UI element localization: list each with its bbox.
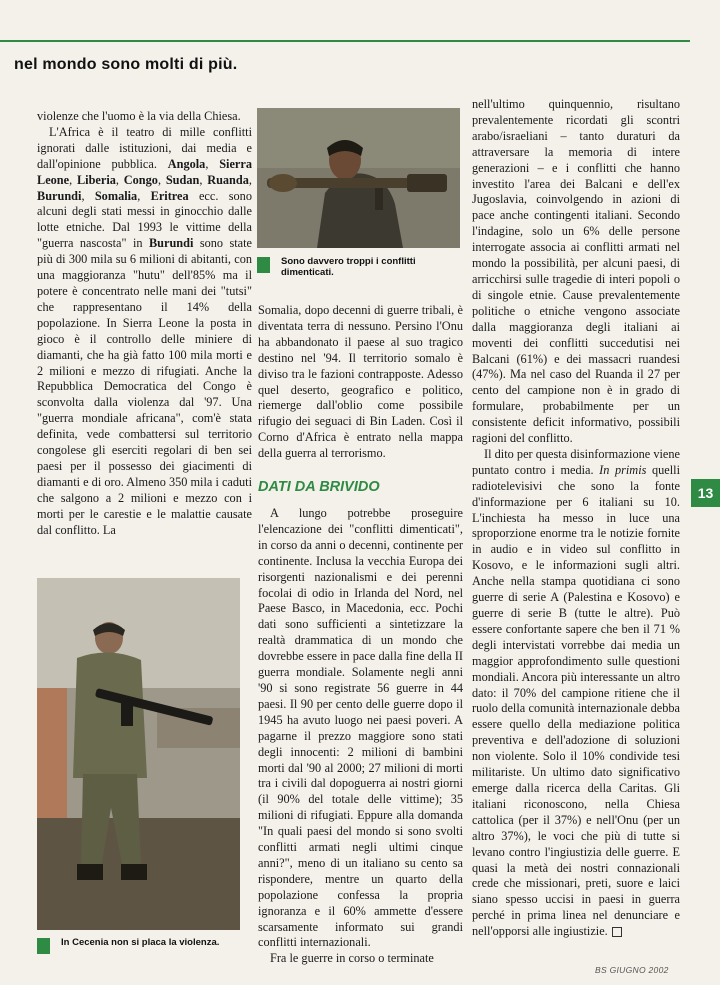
article-column-3	[472, 97, 680, 940]
country-name: Ruanda	[207, 172, 249, 187]
text-run: quelli radiotelevisivi che sono la fonte d'informazione per 6 italiani su 10. L'inchiesta ha messo in luce una sproporzione enorme tra le notizie fornite in audio e in video sul conflitto in Kosovo, e le informazioni sugli altri. Anche nella stampa quotidiana ci sono guerre di serie A (Palestina e Kosovo) e guerre di serie B (tutte le altre). Può essere confortante sapere che ben il 71 % degli intervistati vorrebbe dai media un maggior approfondimento sulle questioni mondiali. Ancora più interessante un altro dato: il 70% del campione ritiene che il ruolo della comunità internazionale debba essere quello della mediazione politica preventiva e dell'adozione di soluzioni non violente. Solo il 10% condivide tesi militariste. Un ultimo dato significativo emerge dalla ricerca della Caritas. Gli italiani riconoscono, nella Chiesa cattolica (per il 37%) e nell'Onu (per un altro 37%), le voci che più di tutte si levano contro l'ingiustizia delle guerre. E quasi la metà dei nostri connazionali crede che missionari, preti, suore e laici siano spesso uccisi in paesi in guerra perché in prima linea nel denunciare e nell'opporsi alle ingiustizie.	[472, 462, 680, 939]
photo-illustration	[257, 108, 460, 248]
caption-text: In Cecenia non si placa la violenza.	[61, 937, 220, 948]
paragraph	[472, 447, 680, 940]
text-run: ,	[205, 156, 220, 171]
text-run: ,	[248, 172, 252, 187]
country-name: Somalia	[94, 188, 138, 203]
country-name: Liberia	[76, 172, 116, 187]
text-run: ,	[199, 172, 208, 187]
photo-caption-2	[37, 937, 240, 948]
page-headline: nel mondo sono molti di più.	[14, 56, 238, 73]
caption-marker	[37, 938, 50, 954]
text-run: L'Africa è il teatro di mille conflitti ignorati dalle istituzioni, dai media e dall'opinione pubblica.	[37, 124, 252, 171]
country-name: Burundi	[148, 236, 194, 251]
text-run: Il dito per questa disinformazione viene puntato contro i media.	[472, 446, 680, 477]
country-name: Sierra Leone	[37, 156, 252, 187]
article-column-2-cont	[258, 506, 463, 967]
country-name: Angola	[167, 156, 206, 171]
paragraph: nell'ultimo quinquennio, risultano prevalentemente ricordati gli scontri arabo/israeliani – tanto duraturi da attraversare la memoria di intere generazioni – e i conflitti che hanno investito l'area dei Balcani e dell'ex Jugoslavia, coinvolgendo in azioni di pace anche contingenti italiani. Secondo l'indagine, solo un 6% delle persone interrogate associa ai conflitti armati nel mondo la possibilità, per alcuni paesi, di arricchirsi sulle tragedie di interi popoli o di singole etnie. Cause prevalentemente politiche o etniche vengono associate dalla maggioranza degli italiani ai moventi dei conflitti succedutisi nei Balcani (61%) e dei massacri ruandesi (47%). Ma nel caso del Ruanda il 27 per cento del campione non è in grado di formulare, probabilmente per un consistente deficit informativo, possibili ragioni del conflitto.	[472, 97, 680, 446]
paragraph: Somalia, dopo decenni di guerre tribali, è diventata terra di nessuno. Persino l'Onu ha abbandonato il paese al suo tragico destino nel '94. Il territorio somalo è diviso tra le fazioni contrapposte. Adesso quel deserto, geografico e politico, riemerge dall'oblio come possibile rifugio dei seguaci di Bin Laden. Così il Corno d'Africa è entrato nella mappa della guerra al terrorismo.	[258, 303, 463, 461]
country-name: Eritrea	[150, 188, 189, 203]
text-run: ,	[115, 172, 124, 187]
photo-caption-1	[257, 256, 460, 278]
header-rule	[0, 40, 690, 42]
article-column-2	[258, 303, 463, 462]
paragraph: A lungo potrebbe proseguire l'elencazione dei "conflitti dimenticati", in corso da anni o decenni, continente per continente. Inclusa la vecchia Europa dei risorgenti nazionalismi e dei perenni focolai di odio in Irlanda del Nord, nel Paese Basco, in Macedonia, ecc. Pochi dati sono sufficienti a sintetizzare la realtà drammatica di un mondo che dovrebbe essere in pace dalla fine della II guerra mondiale. Solamente negli anni '90 si sono registrate 56 guerre in 44 paesi. Il 90 per cento delle guerre dopo il 1945 ha avuto luogo nei paesi poveri. A pagarne il prezzo maggiore sono stati degli innocenti: 2 milioni di bambini morti dal '90 al 2000; 27 milioni di morti tra i civili dal dopoguerra ai nostri giorni (il 90% del totale delle vittime); 35 milioni di rifugiati. Eppure alla domanda "In quali paesi del mondo si sono svolti conflitti armati negli ultimi cinque anni?", meno di un italiano su cento sa rispondere, mentre un quarto della popolazione confessa la propria ignoranza e il 60% ammette d'essere scarsamente informato sui grandi conflitti internazionali.	[258, 506, 463, 950]
paragraph: Fra le guerre in corso o terminate	[270, 951, 434, 966]
text-run: ,	[69, 172, 77, 187]
caption-marker	[257, 257, 270, 273]
italic-phrase: In primis	[599, 462, 647, 477]
text-run: sono state più di 300 mila su 6 milioni di abitanti, con una maggioranza "hutu" dell'85% ma il potere è concentrato nelle mani dei "tutsi" che rappresentano il 14% della popolazione. In Sierra Leone la posta in gioco è il controllo delle miniere di diamanti, che ha già fatto 100 mila morti e 2 milioni e mezzo di rifugiati. Anche la Repubblica Democratica del Congo è sconvolta dalla violenza dal '97. Una "guerra mondiale africana", com'è stata definita, vede combattersi sul territorio congolese gli eserciti regolari di ben sei paesi per il possesso dei giacimenti di diamanti e di oro. Almeno 350 mila i caduti che salgono a 2 milioni e mezzo con i morti per le carestie e le malattie causate dal conflitto. La	[37, 236, 253, 537]
end-of-article-icon	[612, 927, 622, 937]
photo-soldier-rocket-launcher	[257, 108, 460, 248]
article-column-1	[37, 109, 252, 538]
paragraph: violenze che l'uomo è la via della Chiesa.	[37, 109, 241, 123]
section-subheading: DATI DA BRIVIDO	[258, 479, 380, 495]
caption-text: Sono davvero troppi i conflitti dimenticati.	[281, 256, 416, 278]
country-name: Burundi	[37, 188, 82, 203]
country-name: Congo	[123, 172, 158, 187]
text-run: ecc. sono alcuni degli stati messi in ginocchio dalle lotte etniche. Dal 1993 le vittime della "guerra nascosta" in	[37, 188, 252, 251]
photo-soldier-chechnya	[37, 578, 240, 930]
text-run: ,	[137, 188, 151, 203]
footer-issue: BS GIUGNO 2002	[595, 965, 669, 975]
text-run: ,	[81, 188, 95, 203]
text-run: ,	[157, 172, 166, 187]
photo-illustration	[37, 578, 240, 930]
paragraph	[37, 125, 252, 539]
page-number-tab: 13	[691, 479, 720, 507]
country-name: Sudan	[165, 172, 200, 187]
